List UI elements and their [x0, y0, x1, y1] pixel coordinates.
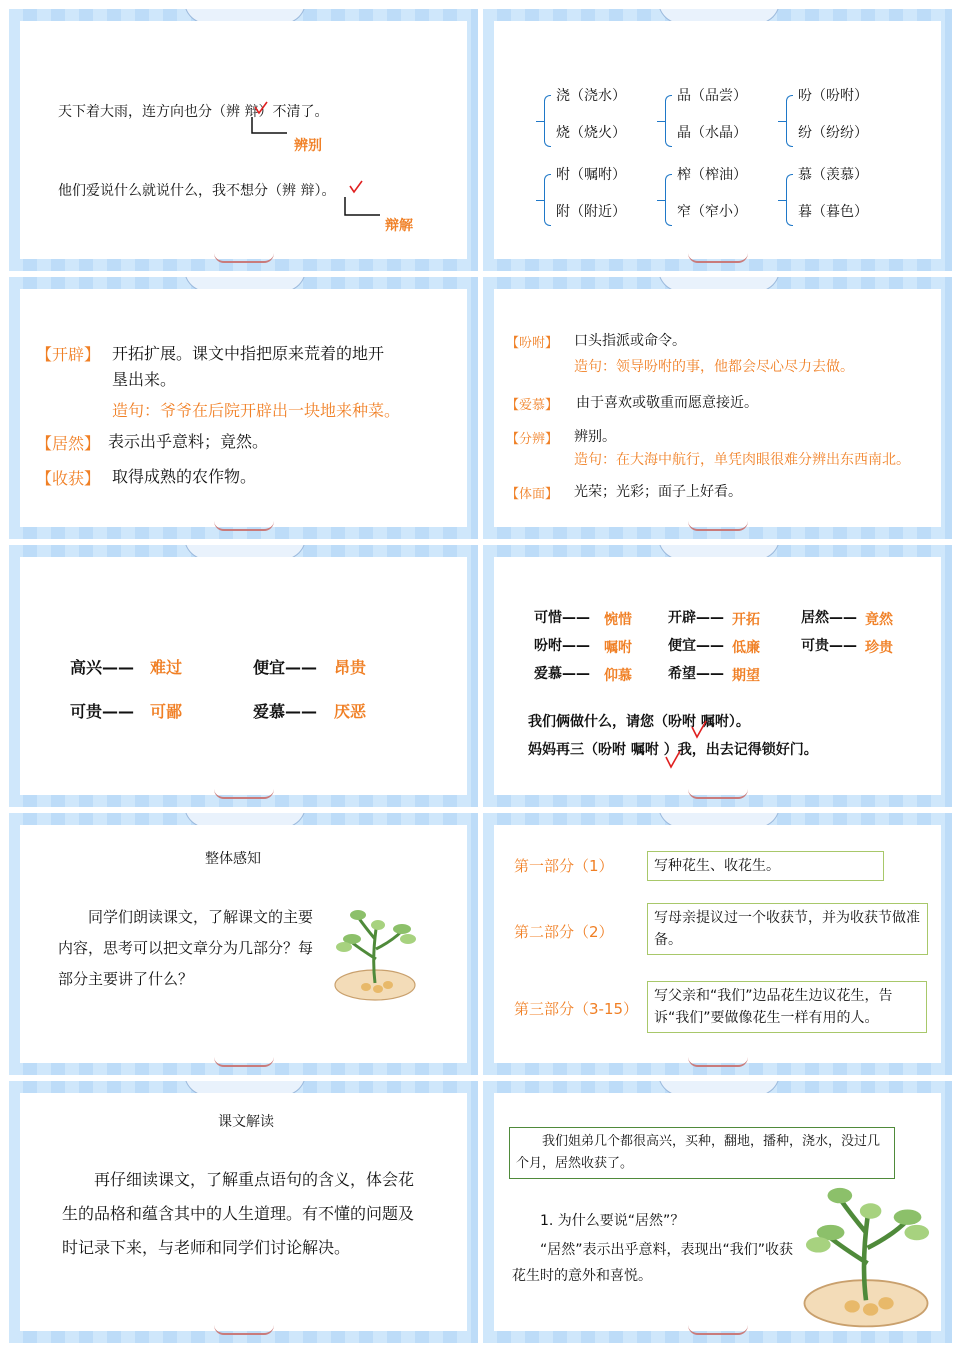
slide-6: [483, 545, 952, 807]
check-mark-icon: [348, 180, 364, 194]
antonym: 厌恶: [334, 702, 367, 721]
synonym: 竟然: [865, 612, 893, 628]
peanut-plant-icon: [796, 1171, 936, 1331]
part-label: 第一部分（1）: [514, 857, 614, 875]
slide-card: [20, 21, 467, 259]
slide-card: [494, 289, 941, 527]
word-item: 品（品尝）: [677, 88, 747, 104]
answer-1: 辨别: [294, 138, 322, 154]
example-sentence: 造句：领导吩咐的事，他都会尽心尽力去做。: [574, 359, 854, 375]
question: 1. 为什么要说“居然”？: [540, 1213, 685, 1229]
word-item: 晶（水晶）: [677, 125, 747, 141]
slide-card: [494, 825, 941, 1063]
check-mark-icon: [253, 101, 269, 115]
slide-card: [20, 825, 467, 1063]
word-item: 纷（纷纷）: [798, 125, 868, 141]
synonym: 珍贵: [865, 640, 893, 656]
synonym: 开拓: [732, 612, 760, 628]
slide-8: [483, 813, 952, 1075]
word-item: 浇（浇水）: [556, 88, 626, 104]
cloud-decoration: [214, 253, 274, 263]
word: 便宜——: [668, 638, 724, 654]
connector-line-icon: [342, 197, 382, 223]
answer-2: 辩解: [385, 218, 413, 234]
sentence-1: 天下着大雨，连方向也分（辨 辩）不清了。: [58, 104, 329, 120]
quote-box: 我们姐弟几个都很高兴，买种，翻地，播种，浇水，没过几个月，居然收获了。: [509, 1127, 895, 1179]
word-item: 窄（窄小）: [677, 204, 747, 220]
synonym: 嘱咐: [604, 640, 632, 656]
slide-body: 同学们朗读课文，了解课文的主要内容，思考可以把文章分为几部分？每部分主要讲了什么？: [58, 908, 314, 988]
slide-1: [9, 9, 478, 271]
bracket-icon: [544, 174, 551, 226]
synonym: 期望: [732, 668, 760, 684]
vocab-word: 【吩咐】: [506, 336, 559, 351]
word: 可惜——: [534, 610, 590, 626]
slide-body: 再仔细读课文，了解重点语句的含义，体会花生的品格和蕴含其中的人生道理。有不懂的问题及时记录下来，与老师和同学们讨论解决。: [62, 1170, 415, 1257]
antonym: 昂贵: [334, 658, 367, 677]
word-item: 榨（榨油）: [677, 167, 747, 183]
vocab-definition: 由于喜欢或敬重而愿意接近。: [576, 395, 758, 411]
vocab-word: 【分辨】: [506, 432, 559, 447]
slide-5: [9, 545, 478, 807]
slide-card: [20, 1093, 467, 1331]
cloud-decoration: [688, 253, 748, 263]
cloud-decoration: [214, 1325, 274, 1335]
example-sentence: 造句：爷爷在后院开辟出一块地来种菜。: [112, 401, 401, 420]
vocab-word: 【居然】: [36, 434, 101, 453]
bracket-icon: [665, 174, 672, 226]
slide-3: [9, 277, 478, 539]
vocab-definition: 辨别。: [574, 429, 616, 445]
cloud-decoration: [688, 789, 748, 799]
vocab-definition: 开拓扩展。课文中指把原来荒着的地开: [112, 344, 385, 363]
word: 可贵——: [801, 638, 857, 654]
word: 吩咐——: [534, 638, 590, 654]
word-item: 附（附近）: [556, 204, 626, 220]
bracket-icon: [665, 95, 672, 147]
sentence-1: 我们俩做什么，请您（吩咐 嘱咐）。: [528, 714, 750, 730]
sentence-2: 他们爱说什么就说什么，我不想分（辨 辩）。: [58, 183, 336, 199]
synonym: 仰慕: [604, 668, 632, 684]
word-item: 咐（嘱咐）: [556, 167, 626, 183]
word: 希望——: [668, 666, 724, 682]
cloud-decoration: [214, 521, 274, 531]
check-mark-icon: [690, 719, 708, 739]
word: 便宜——: [253, 658, 318, 677]
cloud-decoration: [688, 521, 748, 531]
cloud-decoration: [688, 1057, 748, 1067]
slide-2: [483, 9, 952, 271]
antonym: 可鄙: [150, 702, 183, 721]
slide-card: [20, 289, 467, 527]
vocab-word: 【体面】: [506, 487, 559, 502]
word: 爱慕——: [253, 702, 318, 721]
vocab-word: 【收获】: [36, 469, 101, 488]
vocab-definition: 口头指派或命令。: [574, 333, 686, 349]
part-description-box: 写父亲和“我们”边品花生边议花生，告诉“我们”要做像花生一样有用的人。: [647, 981, 927, 1033]
slide-4: [483, 277, 952, 539]
slide-9: [9, 1081, 478, 1343]
word: 开辟——: [668, 610, 724, 626]
sentence-2: 妈妈再三（吩咐 嘱咐 ）我，出去记得锁好门。: [528, 742, 818, 758]
word: 可贵——: [70, 702, 135, 721]
check-mark-icon: [664, 749, 682, 769]
word: 居然——: [801, 610, 857, 626]
cloud-decoration: [214, 1057, 274, 1067]
vocab-definition: 光荣；光彩；面子上好看。: [574, 484, 742, 500]
vocab-definition: 取得成熟的农作物。: [112, 467, 257, 486]
cloud-decoration: [688, 1325, 748, 1335]
bracket-icon: [786, 174, 793, 226]
vocab-word: 【爱慕】: [506, 398, 559, 413]
slide-card: [20, 557, 467, 795]
part-label: 第三部分（3-15）: [514, 1000, 639, 1018]
vocab-definition: 垦出来。: [112, 370, 177, 389]
connector-line-icon: [249, 117, 289, 141]
part-description-box: 写种花生、收花生。: [647, 851, 884, 881]
word: 高兴——: [70, 658, 135, 677]
slide-title: 整体感知: [205, 851, 261, 867]
slide-7: [9, 813, 478, 1075]
part-description-box: 写母亲提议过一个收获节，并为收获节做准备。: [647, 903, 928, 955]
example-sentence: 造句：在大海中航行，单凭肉眼很难分辨出东西南北。: [574, 452, 910, 468]
slide-card: [494, 21, 941, 259]
word: 爱慕——: [534, 666, 590, 682]
word-item: 慕（羡慕）: [798, 167, 868, 183]
bracket-icon: [786, 95, 793, 147]
antonym: 难过: [150, 658, 183, 677]
word-item: 暮（暮色）: [798, 204, 868, 220]
slide-card: [494, 1093, 941, 1331]
vocab-word: 【开辟】: [36, 345, 101, 364]
slide-card: [494, 557, 941, 795]
peanut-plant-icon: [330, 899, 420, 1003]
word-item: 烧（烧火）: [556, 125, 626, 141]
slide-10: [483, 1081, 952, 1343]
synonym: 惋惜: [604, 612, 632, 628]
slide-title: 课文解读: [218, 1114, 274, 1130]
part-label: 第二部分（2）: [514, 923, 614, 941]
cloud-decoration: [214, 789, 274, 799]
bracket-icon: [544, 95, 551, 147]
answer: “居然”表示出乎意料，表现出“我们”收获花生时的意外和喜悦。: [512, 1242, 794, 1284]
word-item: 吩（吩咐）: [798, 88, 868, 104]
synonym: 低廉: [732, 640, 760, 656]
vocab-definition: 表示出乎意料；竟然。: [108, 432, 269, 451]
